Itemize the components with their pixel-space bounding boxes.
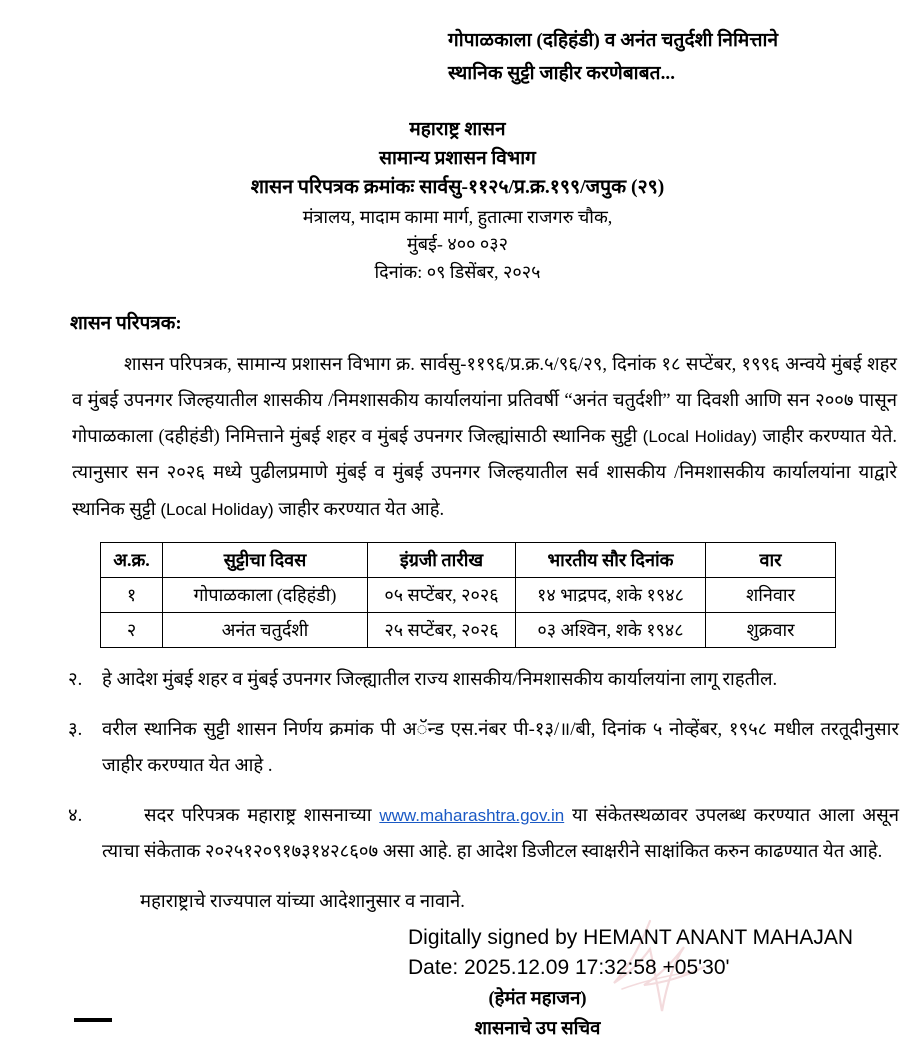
digitally-signed-by: Digitally signed by HEMANT ANANT MAHAJAN <box>408 925 854 949</box>
holiday-table-container <box>0 542 915 648</box>
signature-area <box>0 923 915 1053</box>
subject-block <box>0 24 915 91</box>
cell-day: गोपाळकाला (दहिहंडी) <box>163 577 368 612</box>
clause-3 <box>0 712 915 784</box>
government-name: महाराष्ट्र शासन <box>409 118 506 140</box>
main-paragraph <box>0 347 915 527</box>
government-header <box>0 115 915 288</box>
clause-4 <box>0 798 915 870</box>
cell-weekday: शुक्रवार <box>706 612 836 647</box>
paragraph-text-part-3: जाहीर करण्यात येत आहे. <box>273 499 445 520</box>
column-header-indian-date: भारतीय सौर दिनांक <box>516 542 706 577</box>
issue-date: दिनांक: ०९ डिसेंबर, २०२५ <box>374 262 541 283</box>
department-name: सामान्य प्रशासन विभाग <box>379 147 536 169</box>
signatory-name: (हेमंत महाजन) <box>488 988 587 1009</box>
clause-2 <box>0 662 915 698</box>
digital-signature-block <box>408 923 853 983</box>
cell-day: अनंत चतुर्दशी <box>163 612 368 647</box>
cell-sr: २ <box>101 612 163 647</box>
column-header-sr: अ.क्र. <box>101 542 163 577</box>
circular-number: शासन परिपत्रक क्रमांकः सार्वसु-११२५/प्र.क्र.१९९/जपुक (२९) <box>250 177 665 199</box>
clause-3-marker: ३. <box>68 719 83 740</box>
paragraph-text-part-2: जाहीर करण्यात येते. त्यानुसार सन २०२६ मध्ये पुढीलप्रमाणे मुंबई व मुंबई उपनगर जिल्हयातील सर्व शासकीय /निमशासकीय कार्यालयांना याद्वारे स्थानिक सुट्टी <box>72 427 897 520</box>
document-page <box>0 24 915 1039</box>
clause-2-text: हे आदेश मुंबई शहर व मुंबई उपनगर जिल्ह्यातील राज्य शासकीय/निमशासकीय कार्यालयांना लागू राहतील. <box>102 669 778 690</box>
clause-4-text-part-1: सदर परिपत्रक महाराष्ट्र शासनाच्या <box>144 805 380 826</box>
holiday-table <box>100 542 836 648</box>
cell-sr: १ <box>101 577 163 612</box>
cell-english-date: २५ सप्टेंबर, २०२६ <box>368 612 516 647</box>
signature-date: Date: 2025.12.09 17:32:58 +05'30' <box>408 955 730 979</box>
clause-4-marker: ४. <box>68 805 83 826</box>
local-holiday-term-2: (Local Holiday) <box>160 499 274 519</box>
clause-3-text: वरील स्थानिक सुट्टी शासन निर्णय क्रमांक पी अॅन्ड एस.नंबर पी-१३/॥/बी, दिनांक ५ नोव्हेंबर, १९५८ मधील तरतूदीनुसार जाहीर करण्यात येत आहे . <box>102 719 899 776</box>
clause-4-text <box>68 798 899 870</box>
cell-indian-date: १४ भाद्रपद, शके १९४८ <box>516 577 706 612</box>
address-line-1: मंत्रालय, मादाम कामा मार्ग, हुतात्मा राजगरु चौक, <box>302 206 613 227</box>
paragraph-text-part-1: शासन परिपत्रक, सामान्य प्रशासन विभाग क्र. सार्वसु-११९६/प्र.क्र.५/९६/२९, दिनांक १८ सप्टेंबर, १९९६ अन्वये मुंबई शहर व मुंबई उपनगर जिल्हयातील शासकीय /निमशासकीय कार्यालयांना प्रतिवर्षी “अनंत चतुर्दशी” या दिवशी आणि सन २००७ पासून गोपाळकाला (दहीहंडी) निमित्ताने मुंबई शहर व मुंबई उपनगर जिल्ह्यांसाठी स्थानिक सुट्टी <box>72 355 897 448</box>
table-header-row <box>101 542 836 577</box>
cell-english-date: ०५ सप्टेंबर, २०२६ <box>368 577 516 612</box>
governor-order-line: महाराष्ट्राचे राज्यपाल यांच्या आदेशानुसार व नावाने. <box>140 891 465 912</box>
clause-2-marker: २. <box>68 669 83 690</box>
section-label: शासन परिपत्रक: <box>70 313 182 335</box>
table-row <box>101 577 836 612</box>
address-line-2: मुंबई- ४०० ०३२ <box>406 234 509 255</box>
clause-4-text-part-2: या संकेतस्थळावर उपलब्ध करण्यात आला असून त्याचा संकेताक २०२५१२०९१७३१४२८६०७ असा आहे. हा आदेश डिजीटल स्वाक्षरीने साक्षांकित करुन काढण्यात येत आहे. <box>102 805 899 862</box>
signatory-designation: शासनाचे उप सचिव <box>474 1018 601 1039</box>
maharashtra-gov-link[interactable]: www.maharashtra.gov.in <box>379 805 565 825</box>
column-header-weekday: वार <box>706 542 836 577</box>
subject-line-2: स्थानिक सुट्टी जाहीर करणेबाबत... <box>448 63 676 85</box>
local-holiday-term-1: (Local Holiday) <box>642 427 758 447</box>
subject-line-1: गोपाळकाला (दहिहंडी) व अनंत चतुर्दशी निमित्ताने <box>448 30 779 51</box>
table-row <box>101 612 836 647</box>
cell-weekday: शनिवार <box>706 577 836 612</box>
column-header-day: सुट्टीचा दिवस <box>163 542 368 577</box>
column-header-english-date: इंग्रजी तारीख <box>368 542 516 577</box>
cell-indian-date: ०३ अश्विन, शके १९४८ <box>516 612 706 647</box>
